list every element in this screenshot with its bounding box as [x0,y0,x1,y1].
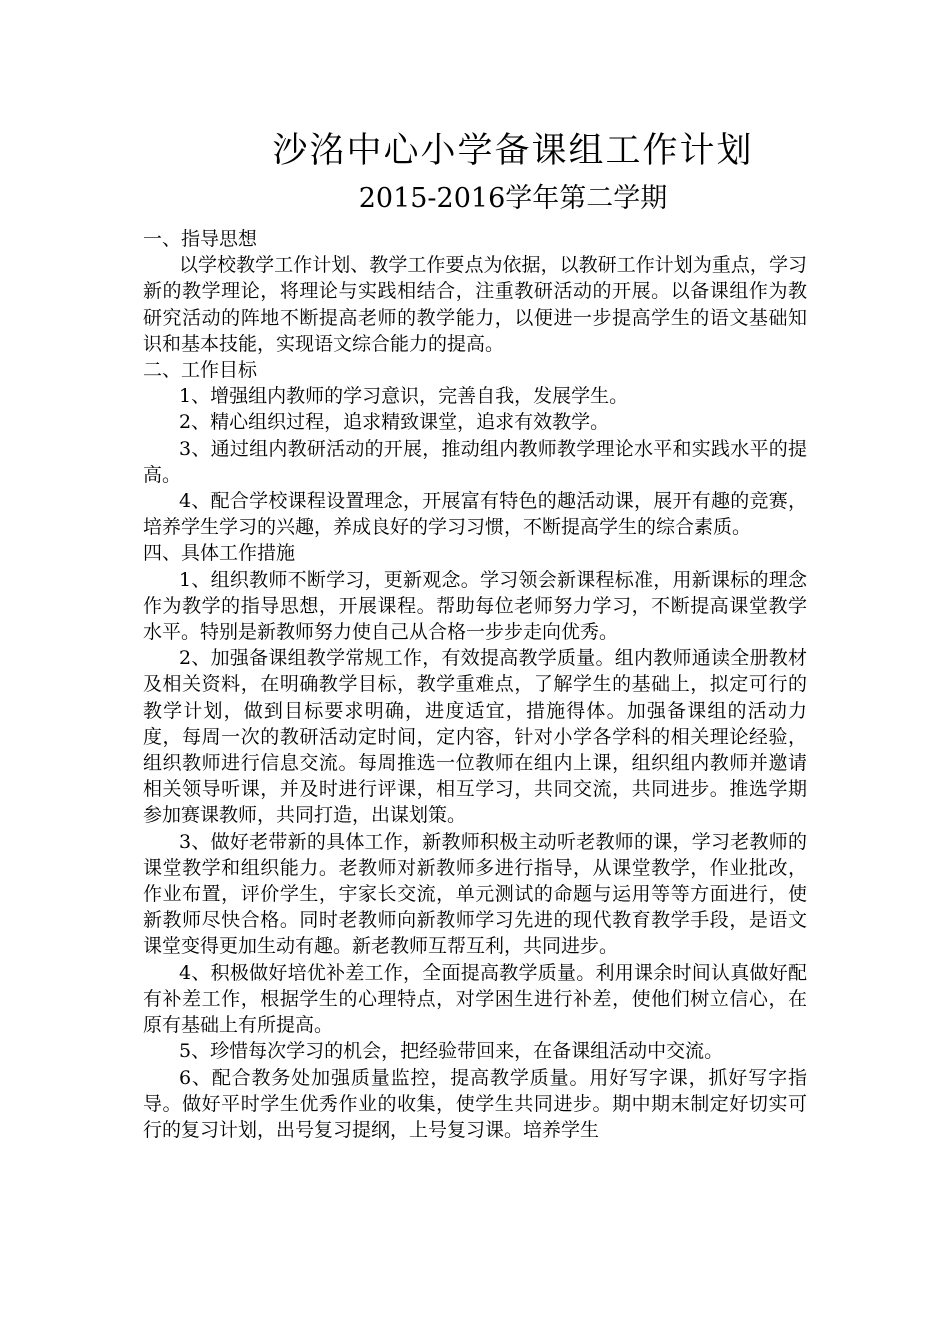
paragraph: 6、配合教务处加强质量监控，提高教学质量。用好写字课，抓好写字指导。做好平时学生优秀作业的收集，使学生共同进步。期中期末制定好切实可行的复习计划，出号复习提纲，上号复习课。培养学生 [143,1066,807,1141]
paragraph: 2、精心组织过程，追求精致课堂，追求有效教学。 [179,411,610,434]
document-subtitle: 2015-2016学年第二学期 [358,183,668,214]
paragraph: 以学校教学工作计划、教学工作要点为依据，以教研工作计划为重点，学习新的教学理论，将理论与实践相结合，注重教研活动的开展。以备课组作为教研究活动的阵地不断提高老师的教学能力，以便进一步提高学生的语文基础知识和基本技能，实现语文综合能力的提高。 [143,254,807,355]
paragraph: 1、增强组内教师的学习意识，完善自我，发展学生。 [179,385,629,408]
paragraph: 5、珍惜每次学习的机会，把经验带回来，在备课组活动中交流。 [179,1040,724,1063]
section-heading-work-goals: 二、工作目标 [143,359,258,382]
paragraph: 2、加强备课组教学常规工作，有效提高教学质量。组内教师通读全册教材及相关资料，在明确教学目标，教学重难点，了解学生的基础上，拟定可行的教学计划，做到目标要求明确，进度适宜，措施得体。加强备课组的活动力度，每周一次的教研活动定时间，定内容，针对小学各学科的相关理论经验，组织教师进行信息交流。每周推选一位教师在组内上课，组织组内教师并邀请相关领导听课，并及时进行评课，相互学习，共同交流，共同进步。推选学期参加赛课教师，共同打造，出谋划策。 [143,647,807,827]
paragraph: 3、通过组内教研活动的开展，推动组内教师教学理论水平和实践水平的提高。 [143,437,807,486]
section-heading-specific-measures: 四、具体工作措施 [143,542,296,565]
document-title: 沙洺中心小学备课组工作计划 [272,131,754,171]
paragraph: 3、做好老带新的具体工作，新教师积极主动听老教师的课，学习老教师的课堂教学和组织能力。老教师对新教师多进行指导，从课堂教学，作业批改，作业布置，评价学生，宇家长交流，单元测试的命题与运用等等方面进行，使新教师尽快合格。同时老教师向新教师学习先进的现代教育教学手段，是语文课堂变得更加生动有趣。新老教师互帮互利，共同进步。 [143,830,807,958]
paragraph: 4、积极做好培优补差工作，全面提高教学质量。利用课余时间认真做好配有补差工作，根据学生的心理特点，对学困生进行补差，使他们树立信心，在原有基础上有所提高。 [143,961,807,1037]
document-body [143,226,807,1143]
paragraph: 1、组织教师不断学习，更新观念。学习领会新课程标准，用新课标的理念作为教学的指导思想，开展课程。帮助每位老师努力学习，不断提高课堂教学水平。特别是新教师努力使自己从合格一步步走向优秀。 [143,568,807,644]
section-heading-guiding-ideology: 一、指导思想 [143,228,258,250]
paragraph: 4、配合学校课程设置理念，开展富有特色的趣活动课，展开有趣的竞赛，培养学生学习的兴趣，养成良好的学习习惯，不断提高学生的综合素质。 [143,490,807,539]
